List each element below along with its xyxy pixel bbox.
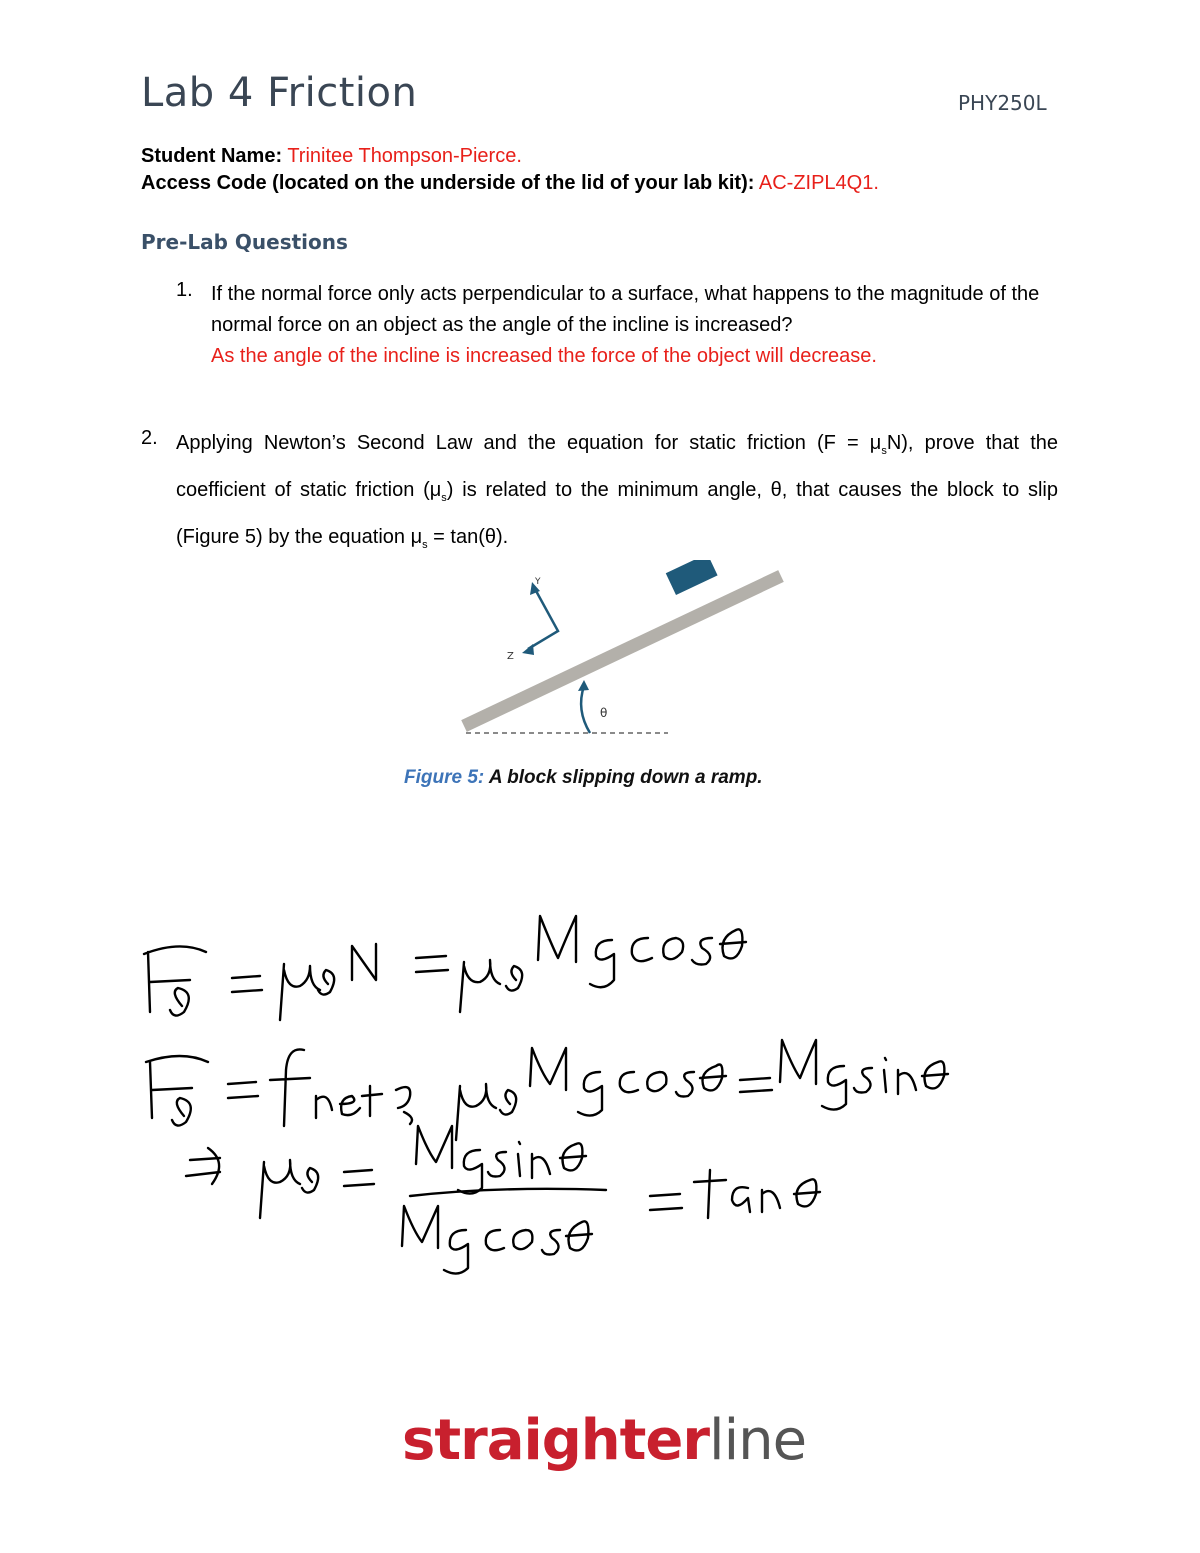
angle-arrow-head: [578, 680, 589, 691]
straighterline-logo: [402, 1408, 806, 1473]
logo-part-1: straighter: [402, 1408, 710, 1473]
figure-caption: [404, 767, 763, 789]
page-title: Lab 4 Friction: [141, 70, 418, 116]
angle-arc: [581, 686, 590, 733]
course-code: PHY250L: [958, 91, 1047, 115]
access-code-line: [141, 172, 879, 195]
student-name-line: [141, 145, 522, 168]
angle-label: θ: [600, 706, 608, 720]
y-axis-label: Y: [535, 577, 541, 587]
figure-caption-text: A block slipping down a ramp.: [488, 767, 763, 788]
question-1-answer: As the angle of the incline is increased the force of the object will decrease.: [211, 345, 877, 367]
question-1-text: If the normal force only acts perpendicular to a surface, what happens to the magnitude of the normal force on an object as the angle of the incline is increased?: [211, 283, 1040, 336]
logo-part-2: line: [709, 1408, 807, 1473]
access-code-label: Access Code (located on the underside of the lid of your lab kit):: [141, 172, 755, 194]
question-2-number: 2.: [141, 427, 158, 449]
question-2-text: Applying Newton’s Second Law and the equation for static friction $(F = \mu_sN)$, prove that the coefficient of static friction $(\mu_s)$ is related to the minimum angle, θ, that causes the block to slip (Figure 5) by the equation $\mu_s = \tan(\theta)$.: [176, 432, 1058, 551]
coordinate-axes: [528, 589, 558, 649]
handwritten-derivation: [120, 900, 960, 1320]
z-axis-arrow-head: [522, 644, 534, 655]
prelab-heading: Pre-Lab Questions: [141, 230, 348, 254]
question-1-number: 1.: [176, 279, 193, 301]
block: [666, 560, 718, 595]
access-code-value: AC-ZIPL4Q1.: [758, 172, 879, 194]
z-axis-label: Z: [507, 651, 514, 662]
ramp-figure: [440, 560, 800, 750]
student-name-label: Student Name:: [141, 145, 283, 167]
figure-caption-label: Figure 5:: [404, 767, 485, 788]
question-1: [211, 279, 1071, 372]
student-name-value: Trinitee Thompson-Pierce.: [287, 145, 522, 167]
